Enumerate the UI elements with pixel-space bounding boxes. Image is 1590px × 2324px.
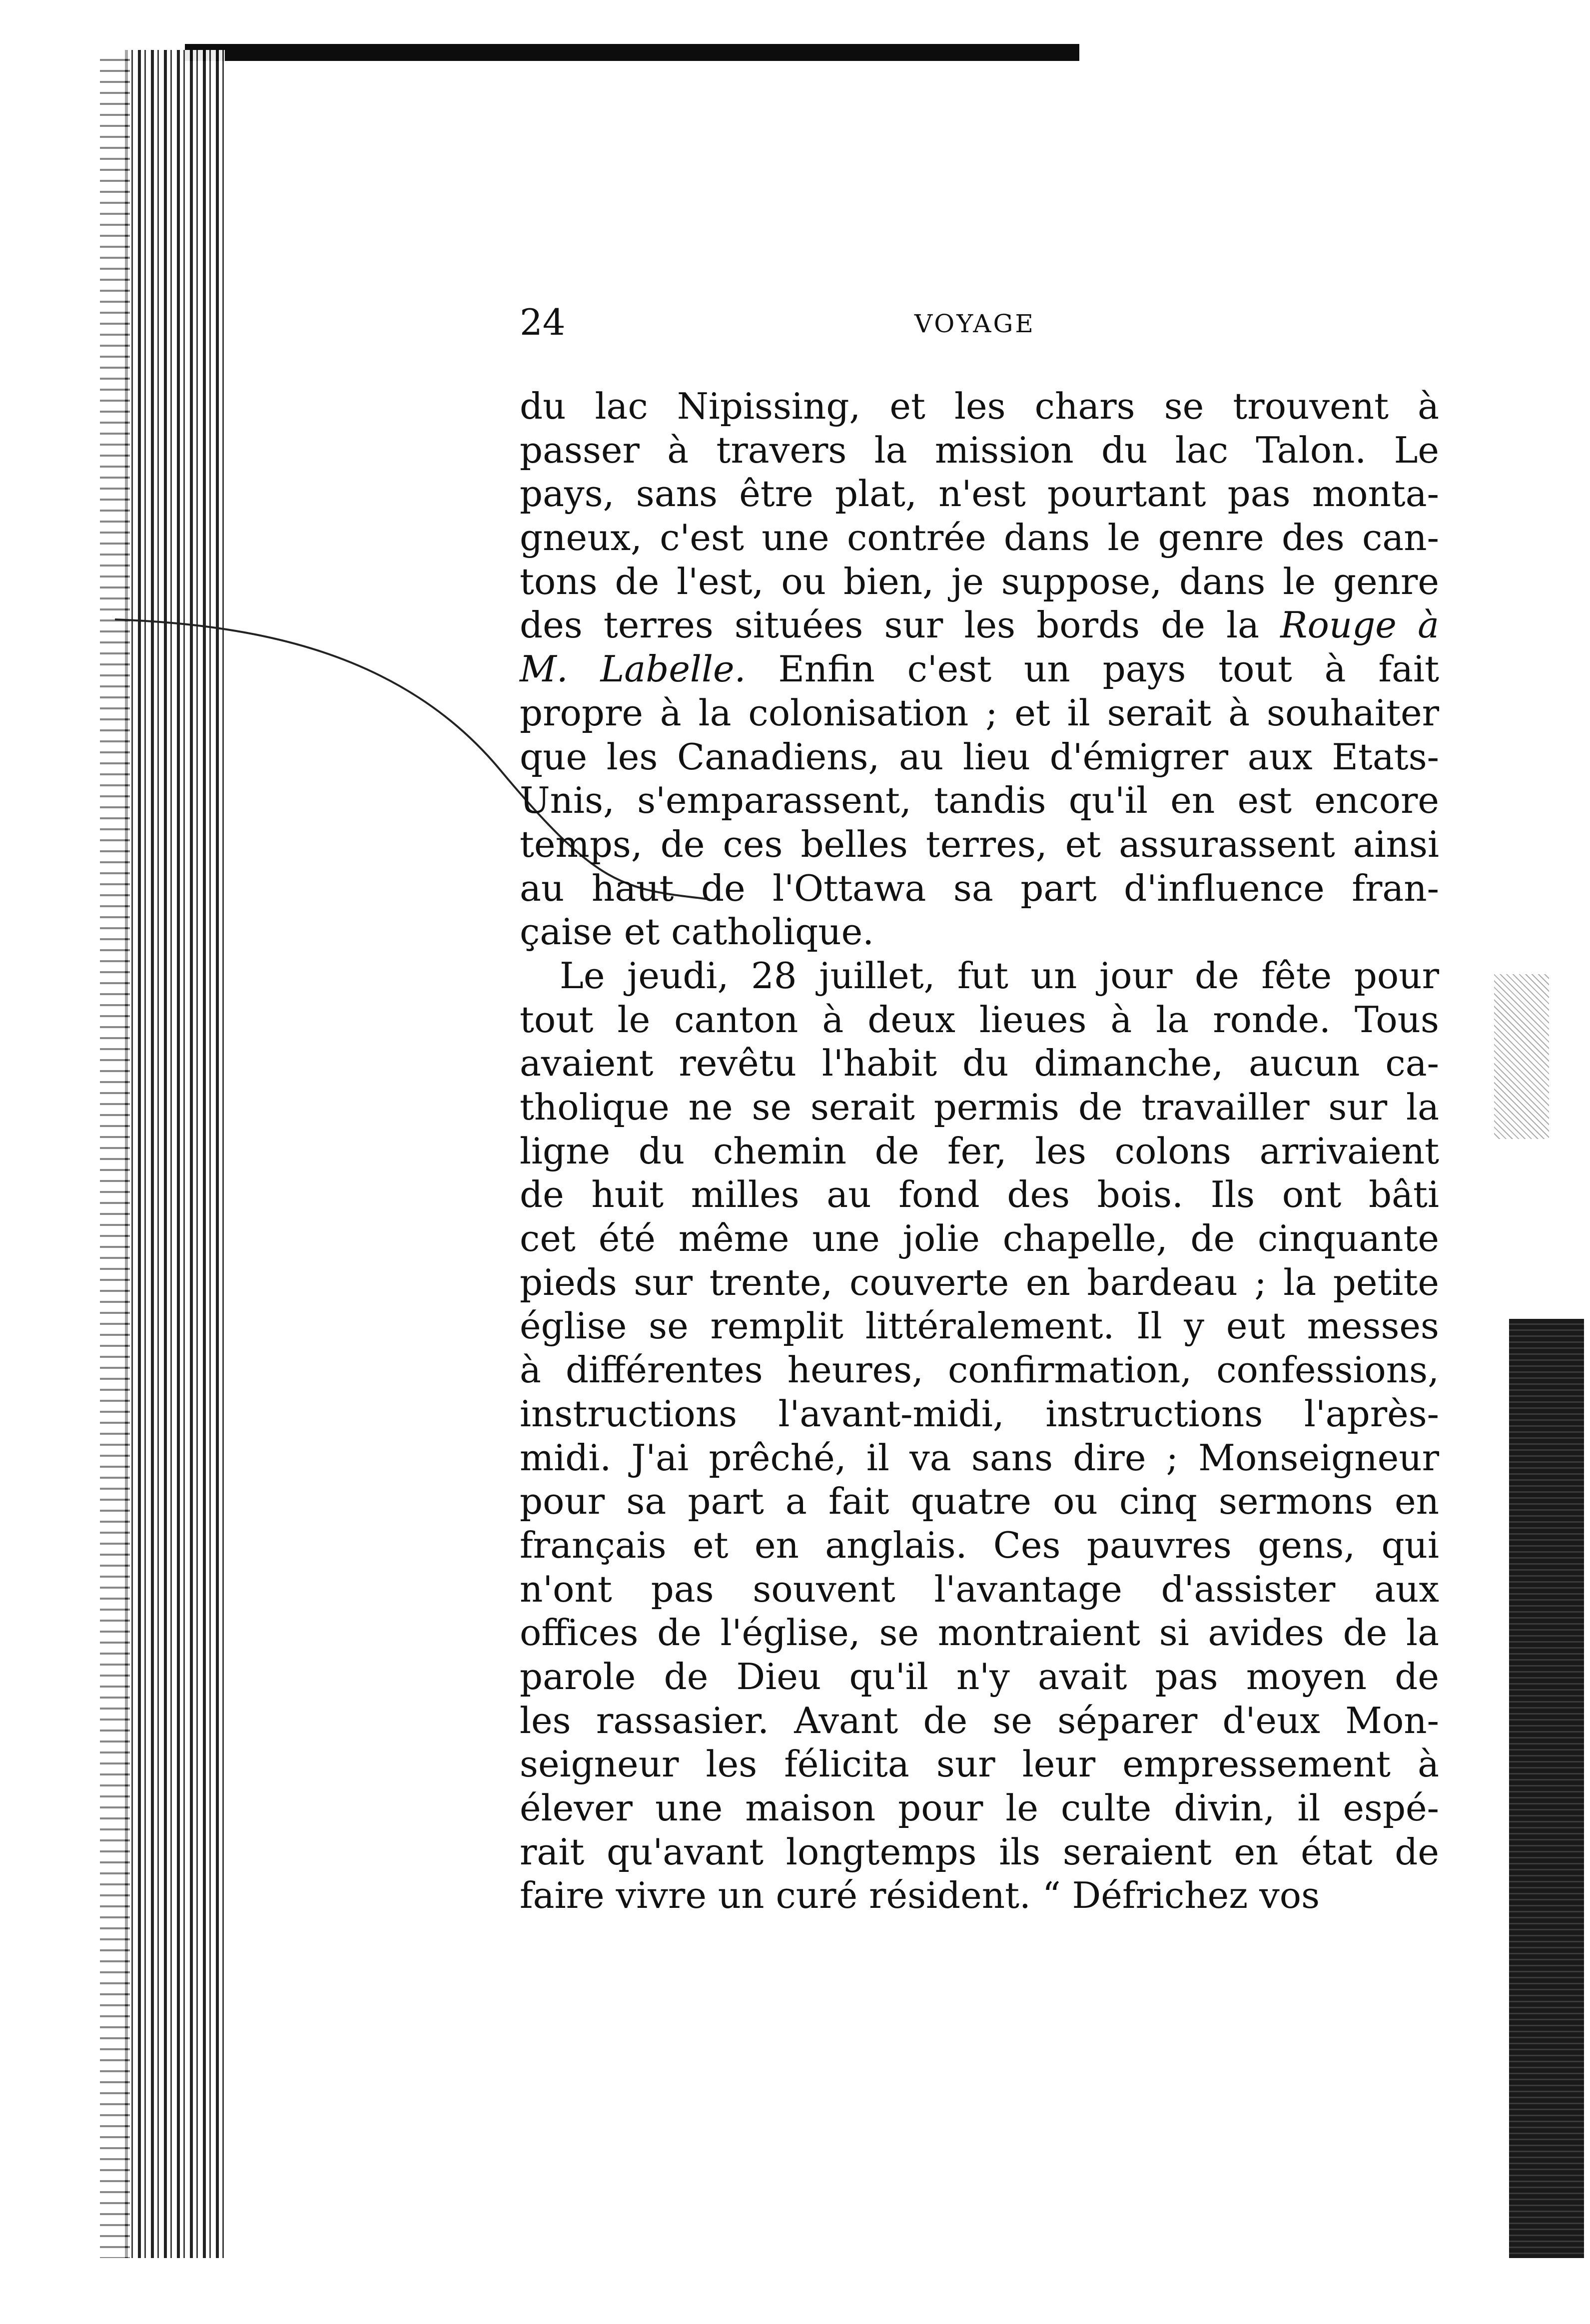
text-line: les rassasier. Avant de se séparer d'eux Mon- (520, 1699, 1439, 1742)
text-line: rait qu'avant longtemps ils seraient en état de (520, 1830, 1439, 1873)
text-line: instructions l'avant-midi, instructions l'après- (520, 1392, 1439, 1435)
text-line: avaient revêtu l'habit du dimanche, aucun ca- (520, 1042, 1439, 1085)
text-line: propre à la colonisation ; et il serait à souhaiter (520, 691, 1439, 734)
text-line: n'ont pas souvent l'avantage d'assister aux (520, 1568, 1439, 1610)
text-line: cet été même une jolie chapelle, de cinquante (520, 1217, 1439, 1260)
text-line: pieds sur trente, couverte en bardeau ; la petite (520, 1261, 1439, 1303)
text-line: offices de l'église, se montraient si avides de la (520, 1612, 1439, 1654)
text-line: élever une maison pour le culte divin, il espé- (520, 1787, 1439, 1829)
italic-run: M. Labelle. (520, 648, 746, 690)
text-line: église se remplit littéralement. Il y eut messes (520, 1305, 1439, 1347)
page-header (520, 300, 1439, 345)
text-line: Le jeudi, 28 juillet, fut un jour de fête pour (560, 954, 1439, 997)
text-line: ligne du chemin de fer, les colons arrivaient (520, 1130, 1439, 1172)
text-line: seigneur les félicita sur leur empressement à (520, 1743, 1439, 1785)
text-line: tholique ne se serait permis de travailler sur la (520, 1086, 1439, 1128)
text-line: midi. J'ai prêché, il va sans dire ; Monseigneur (520, 1436, 1439, 1479)
page-number: 24 (520, 301, 566, 343)
text-line: pays, sans être plat, n'est pourtant pas monta- (520, 473, 1439, 515)
paragraph (520, 954, 1439, 1918)
text-line: que les Canadiens, au lieu d'émigrer aux Etats- (520, 735, 1439, 778)
italic-run: Rouge à (1280, 604, 1439, 646)
text-line: gneux, c'est une contrée dans le genre des can- (520, 517, 1439, 559)
text-run: des terres situées sur les bords de la (520, 604, 1281, 646)
text-line: pour sa part a fait quatre ou cinq sermons en (520, 1480, 1439, 1523)
text-line: temps, de ces belles terres, et assurassent ainsi (520, 823, 1439, 865)
text-line: à différentes heures, confirmation, confessions, (520, 1349, 1439, 1391)
text-line (520, 647, 1439, 691)
text-line: de huit milles au fond des bois. Ils ont bâti (520, 1173, 1439, 1216)
text-line: çaise et catholique. (520, 911, 874, 953)
text-line: tons de l'est, ou bien, je suppose, dans le genre (520, 560, 1439, 602)
running-head: VOYAGE (914, 309, 1035, 338)
text-line: du lac Nipissing, et les chars se trouvent à (520, 385, 1439, 427)
text-line: tout le canton à deux lieues à la ronde. Tous (520, 998, 1439, 1041)
text-line: français et en anglais. Ces pauvres gens, qui (520, 1524, 1439, 1566)
text-run: Enfin c'est un pays tout à fait (746, 648, 1439, 690)
text-line: parole de Dieu qu'il n'y avait pas moyen de (520, 1655, 1439, 1698)
text-line: Unis, s'emparassent, tandis qu'il en est encore (520, 779, 1439, 822)
paragraph (520, 385, 1439, 954)
text-line: au haut de l'Ottawa sa part d'influence fran- (520, 867, 1439, 909)
text-line (520, 603, 1439, 647)
body-text (520, 385, 1439, 1918)
text-line: passer à travers la mission du lac Talon. Le (520, 429, 1439, 471)
text-line: faire vivre un curé résident. “ Défrichez vos (520, 1874, 1320, 1917)
